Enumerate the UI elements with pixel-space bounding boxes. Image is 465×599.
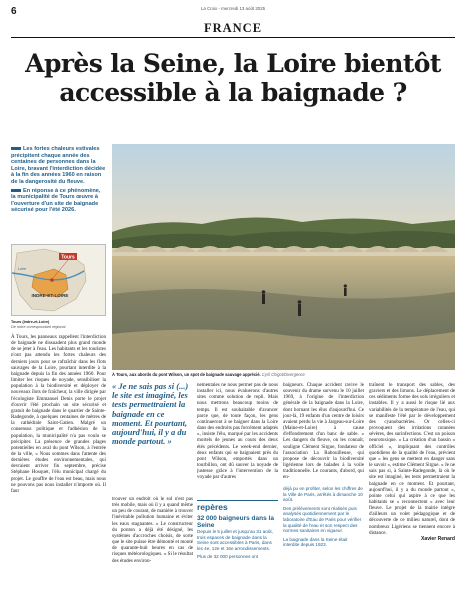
article-column-4 — [283, 382, 364, 482]
article-text-col1: À Tours, les panneaux rappellent l'interdiction de baignade ne dissuadent plus grand monde de se jeter à l'eau. Les habitants et les touristes n'ont pas attendu les fortes chaleurs des derniers jours pour se rafraîchir dans les flots sauvages de la Loire, pourtant interdite à la baignade depuis la fin des années 1960. Pour limiter les risques de noyade, sensibiliser la population à la biodiversité et déployer de nouveaux îlots de fraîcheur, la ville dirigée par l'écologiste Emmanuel Denis porte le projet d'ouvrir l'été prochain un site sécurisé et gratuit de baignade dans le quartier de Sainte-Radegonde, à quelques centaines de mètres de la cathédrale Saint-Gatien. Malgré un consensus politique et l'adhésion de la population, la municipalité n'a pas voulu se précipiter. La présence de grandes plages potentielles en aval du pont Wilson, à l'entrée de la ville, « Nous sommes dans l'attente des dernières études environnementales, qui devraient arriver fin septembre, précise Stéphane Hosquet, l'élu municipal chargé du projet. Le gouffre de l'eau est beau, mais nous ne pouvons pas nous installer n'importe où. Il faut — [11, 334, 106, 494]
author-signature: Xavier Renard — [421, 535, 455, 542]
intro-summary — [11, 146, 106, 216]
article-text-col3: nementales ne nous permet pas de nous installer ici, nous évaluerons d'autres sites comme solution de repli. Mais nous mettrons beaucoup moins de temps. Il est souhaitable d'avancer parce que, de toute façon, les gens continueront à se baigner dans la Loire dans des endroits pas forcément adaptés », insiste l'élu, marqué par les accidents mortels de jeunes au cours des deux étés précédents. Le week-end dernier, deux enfants qui se baignaient près du pont Wilson, emportés dans un tourbillon, ont dû sauver la noyade de justesse grâce à l'intervention de la voyade par d'autres — [197, 382, 278, 481]
reperes-item: Plus de 32 000 personnes ont — [197, 554, 259, 560]
page-header — [11, 6, 455, 16]
reperes-item: déjà pu en profiter, selon les chiffres de la Ville de Paris, arrêtés à dimanche 10 août. — [283, 486, 363, 503]
department-label: INDRE-ET-LOIRE — [31, 293, 69, 298]
intro-paragraph-2: En réponse à ce phénomène, la municipalité de Tours œuvre à l'ouverture d'un site de baignade sécurisé pour l'été 2026. — [11, 188, 106, 214]
article-column-5 — [369, 382, 455, 597]
section-name: FRANCE — [203, 21, 263, 35]
city-label: Tours — [61, 254, 75, 261]
tours-marker — [50, 278, 54, 282]
article-text-col5: traînent le transport des sables, des graviers et des limons. Le déplacement de ces sédiments forme des sols irréguliers et instables. Il y a aussi le risque lié aux variabilités de la température de l'eau, qui se manifeste l'été par le développement des cyanobactéries. Or celles-ci provoquent des irritations cutanées sévères, des surinfections. C'est un poison neurotoxique. » La création d'un bassin « officiel », impliquant des contrôles quotidiens de la qualité de l'eau, prévient que « les gens se mettent en danger sans le savoir », estime Clément Sirgue. « Je ne sais pas si, à Sainte-Radegonde, là où le site est imaginé, les tests permettraient la baignade en ce moment. Et pourtant, aujourd'hui, il y a du monde partout », pointe celui qui aspire à ce que les habitants se « reconnectent » avec leur fleuve. Le projet de la mairie intègre d'ailleurs un volet pédagogique et de découverte de ce milieu naturel, dont de nombreux Ligériens se tiennent encore à distance. — [369, 382, 455, 536]
article-text-col2: trouver un endroit où le sol n'est pas très mobile, mais où il y a quand même un peu de courant, de manière à trouver l'inévitable pollution humaine et éviter les eaux stagnantes. » Le constructeur du ponton a déjà été désigné, les systèmes d'accroches choisis, de sorte que le site puisse être démonté et monté de quarante-huit heures en cas de risques météorologiques. « Si le résultat des études environ- — [112, 496, 193, 564]
map-caption-place: Tours (Indre-et-Loire) — [11, 320, 50, 324]
page-number: 6 — [11, 6, 17, 17]
river-bridge-photo — [112, 144, 455, 370]
reperes-big-stat: 32 000 baigneurs dans la Seine — [197, 515, 274, 529]
running-head: La Croix - mercredi 13 août 2025 — [200, 6, 266, 11]
headline: Après la Seine, la Loire bientôt accessible à la baignade ? — [25, 49, 441, 107]
photo-caption — [112, 372, 455, 377]
header-rule — [11, 37, 455, 38]
pull-quote: « Je ne sais pas si (...) le site est imaginé, les tests permettraient la baignade en ce moment. Et pourtant, aujourd'hui, il y a du monde partout. » — [112, 381, 189, 447]
reperes-item: La baignade dans la Seine était interdite depuis 1923. — [283, 536, 348, 548]
main-photo — [112, 144, 455, 370]
reperes-item: Des prélèvements sont réalisés puis analysés quotidiennement par le laboratoire d'Eau de Paris pour vérifier la qualité de l'eau et son respect des normes sanitaires en vigueur. — [283, 505, 362, 534]
map-caption — [11, 320, 106, 329]
article-column-2 — [112, 496, 193, 564]
article-column-3 — [197, 382, 278, 498]
intro-paragraph-1: Les fortes chaleurs estivales précipitent chaque année des centaines de personnes dans la Loire, bravant l'interdiction décidée à la fin des années 1960 en raison de la dangerosité du fleuve. — [11, 146, 106, 185]
reperes-box-continued — [283, 486, 364, 551]
reperes-item: Depuis le 5 juillet et jusqu'au 31 août, trois espaces de baignade dans la Seine sont accessibles à Paris, dans les 4e, 12e et 16e arrondissements. — [197, 529, 273, 551]
reperes-box — [197, 515, 278, 563]
photo-credit: Cyril Chigot/Divergence — [261, 372, 305, 377]
reperes-heading: repères — [197, 500, 278, 512]
map-caption-author: De notre correspondant régional — [11, 324, 66, 329]
photo-caption-text: À Tours, aux abords du pont Wilson, un spot de baignade sauvage apprécié. — [112, 372, 261, 377]
france-map-graphic — [12, 245, 106, 316]
article-column-1 — [11, 334, 106, 494]
river-label: Loire — [18, 267, 26, 271]
locator-map — [11, 244, 106, 316]
article-text-col4: baigneurs. Chaque accident ravive le souvenir du drame survenu le 10 juillet 1969, à l'origine de l'interdiction générale de la baignade dans la Loire, dont bornant les élus d'aujourd'hui. Ce jour-là, 19 enfants d'un centre de loisirs avaient perdu la vie à Jargeau-sur-Loire (Maine-et-Loire) à cause d'effondrement d'un banc de sable. « Les dangers du fleuve, on les connaît, souligne Clément Sirgue, fondateur de l'association La Rabouilleuse, qui propose de découvrir la biodiversité ligérienne lors de balades à la voile traditionnelle. Le courants, d'abord, qui en- — [283, 382, 364, 481]
